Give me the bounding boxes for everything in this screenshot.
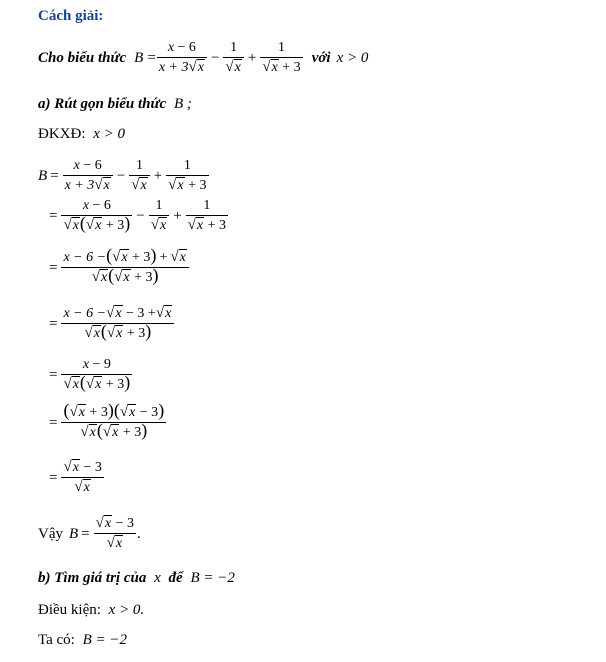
domain-condition: ĐKXĐ: x > 0 <box>38 126 126 142</box>
step-6: = $\frac{(√x + 3)(√x - 3)}{√x(√x + 3)}$ <box>49 400 165 440</box>
eq-sign: = <box>147 49 156 66</box>
step-1: B = $\frac{x - 6}{x + 3√x}$ − $\frac{1}{√x}$ + $\frac{1}{√x + 3}$ <box>38 158 207 193</box>
fraction: $\frac{x - 6}{x + 3√x}$ <box>157 38 207 77</box>
conclusion: Vậy B = $\frac{√x - 3}{√x}$ . <box>38 515 141 551</box>
part-a-title: a) Rút gọn biểu thức B ; <box>38 96 192 112</box>
fraction: $\frac{1}{√x + 3}$ <box>262 40 301 75</box>
step-2: = $\frac{x - 6}{√x(√x + 3)}$ − $\frac{1}{√x}$ + $\frac{1}{√x + 3}$ <box>49 198 227 233</box>
intro-prefix: Cho biểu thức <box>38 49 127 66</box>
intro-suffix: với <box>311 49 331 66</box>
step-4: = $\frac{x - 6 -√x - 3 +√x}{√x(√x + 3)}$ <box>46 304 175 343</box>
step-3: = $\frac{x - 6 -(√x + 3) + √x}{√x(√x + 3)}$ <box>46 248 190 287</box>
solution-heading: Cách giải: <box>38 8 104 24</box>
fraction: $\frac{1}{√x}$ <box>223 38 243 77</box>
step-7: = $\frac{√x - 3}{√x}$ <box>49 459 102 495</box>
part-b-condition: Điều kiện: x > 0. <box>38 602 145 618</box>
intro-line: Cho biểu thức B = $\frac{x - 6}{x + 3√x}$ − $\frac{1}{√x}$ + $\frac{1}{√x + 3}$ với x > 0 <box>38 40 369 75</box>
intro-var: B <box>134 49 144 66</box>
intro-cond: x > 0 <box>336 49 369 66</box>
part-b-title: b) Tìm giá trị của x để B = −2 <box>38 570 235 586</box>
part-b-given: Ta có: B = −2 <box>38 632 128 648</box>
step-5: = $\frac{x - 9}{√x(√x + 3)}$ <box>49 357 131 392</box>
